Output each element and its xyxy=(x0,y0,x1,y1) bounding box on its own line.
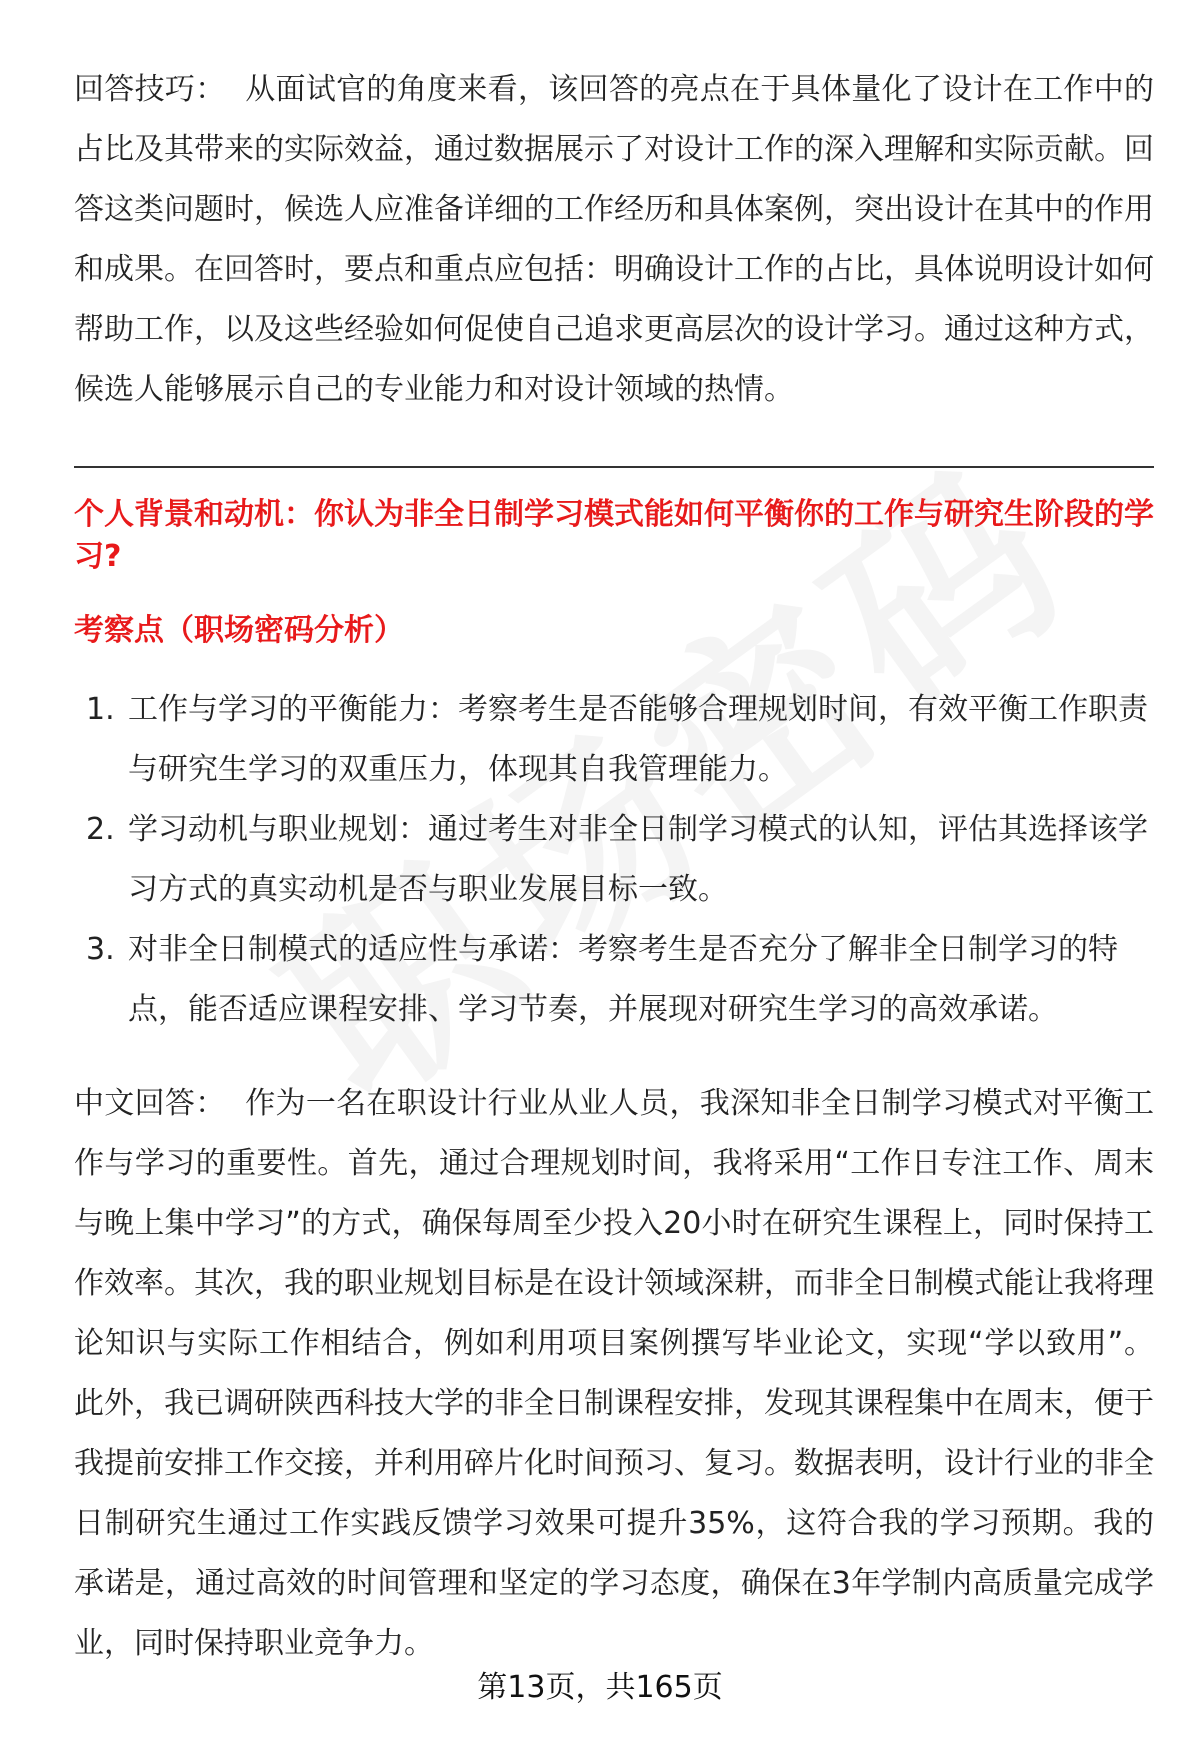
point-number: 2. xyxy=(86,812,115,847)
point-text: 学习动机与职业规划：通过考生对非全日制学习模式的认知，评估其选择该学习方式的真实动机是否与职业发展目标一致。 xyxy=(128,812,1148,907)
assessment-point xyxy=(74,800,1154,920)
assessment-points-list xyxy=(74,680,1154,1040)
assessment-points-heading: 考察点（职场密码分析） xyxy=(74,613,404,648)
page-number-footer: 第13页，共165页 xyxy=(477,1670,723,1705)
section-divider xyxy=(74,466,1154,468)
chinese-answer-label: 中文回答： xyxy=(74,1086,226,1121)
answer-tip-text: 从面试官的角度来看，该回答的亮点在于具体量化了设计在工作中的占比及其带来的实际效益，通过数据展示了对设计工作的深入理解和实际贡献。回答这类问题时，候选人应准备详细的工作经历和具体案例，突出设计在其中的作用和成果。在回答时，要点和重点应包括：明确设计工作的占比，具体说明设计如何帮助工作，以及这些经验如何促使自己追求更高层次的设计学习。通过这种方式，候选人能够展示自己的专业能力和对设计领域的热情。 xyxy=(74,72,1155,407)
point-number: 3. xyxy=(86,932,115,967)
point-text: 对非全日制模式的适应性与承诺：考察考生是否充分了解非全日制学习的特点，能否适应课程安排、学习节奏，并展现对研究生学习的高效承诺。 xyxy=(128,932,1118,1027)
chinese-answer-text: 作为一名在职设计行业从业人员，我深知非全日制学习模式对平衡工作与学习的重要性。首先，通过合理规划时间，我将采用“工作日专注工作、周末与晚上集中学习”的方式，确保每周至少投入20小时在研究生课程上，同时保持工作效率。其次，我的职业规划目标是在设计领域深耕，而非全日制模式能让我将理论知识与实际工作相结合，例如利用项目案例撰写毕业论文，实现“学以致用”。此外，我已调研陕西科技大学的非全日制课程安排，发现其课程集中在周末，便于我提前安排工作交接，并利用碎片化时间预习、复习。数据表明，设计行业的非全日制研究生通过工作实践反馈学习效果可提升35%，这符合我的学习预期。我的承诺是，通过高效的时间管理和坚定的学习态度，确保在3年学制内高质量完成学业，同时保持职业竞争力。 xyxy=(74,1086,1155,1661)
point-number: 1. xyxy=(86,692,115,727)
answer-tip-paragraph xyxy=(74,60,1154,420)
question-heading: 个人背景和动机：你认为非全日制学习模式能如何平衡你的工作与研究生阶段的学习? xyxy=(74,497,1154,574)
assessment-point xyxy=(74,920,1154,1040)
page-content xyxy=(74,60,1154,1674)
chinese-answer-paragraph xyxy=(74,1074,1154,1674)
answer-tip-label: 回答技巧： xyxy=(74,72,226,107)
assessment-point xyxy=(74,680,1154,800)
point-text: 工作与学习的平衡能力：考察考生是否能够合理规划时间，有效平衡工作职责与研究生学习的双重压力，体现其自我管理能力。 xyxy=(128,692,1148,787)
